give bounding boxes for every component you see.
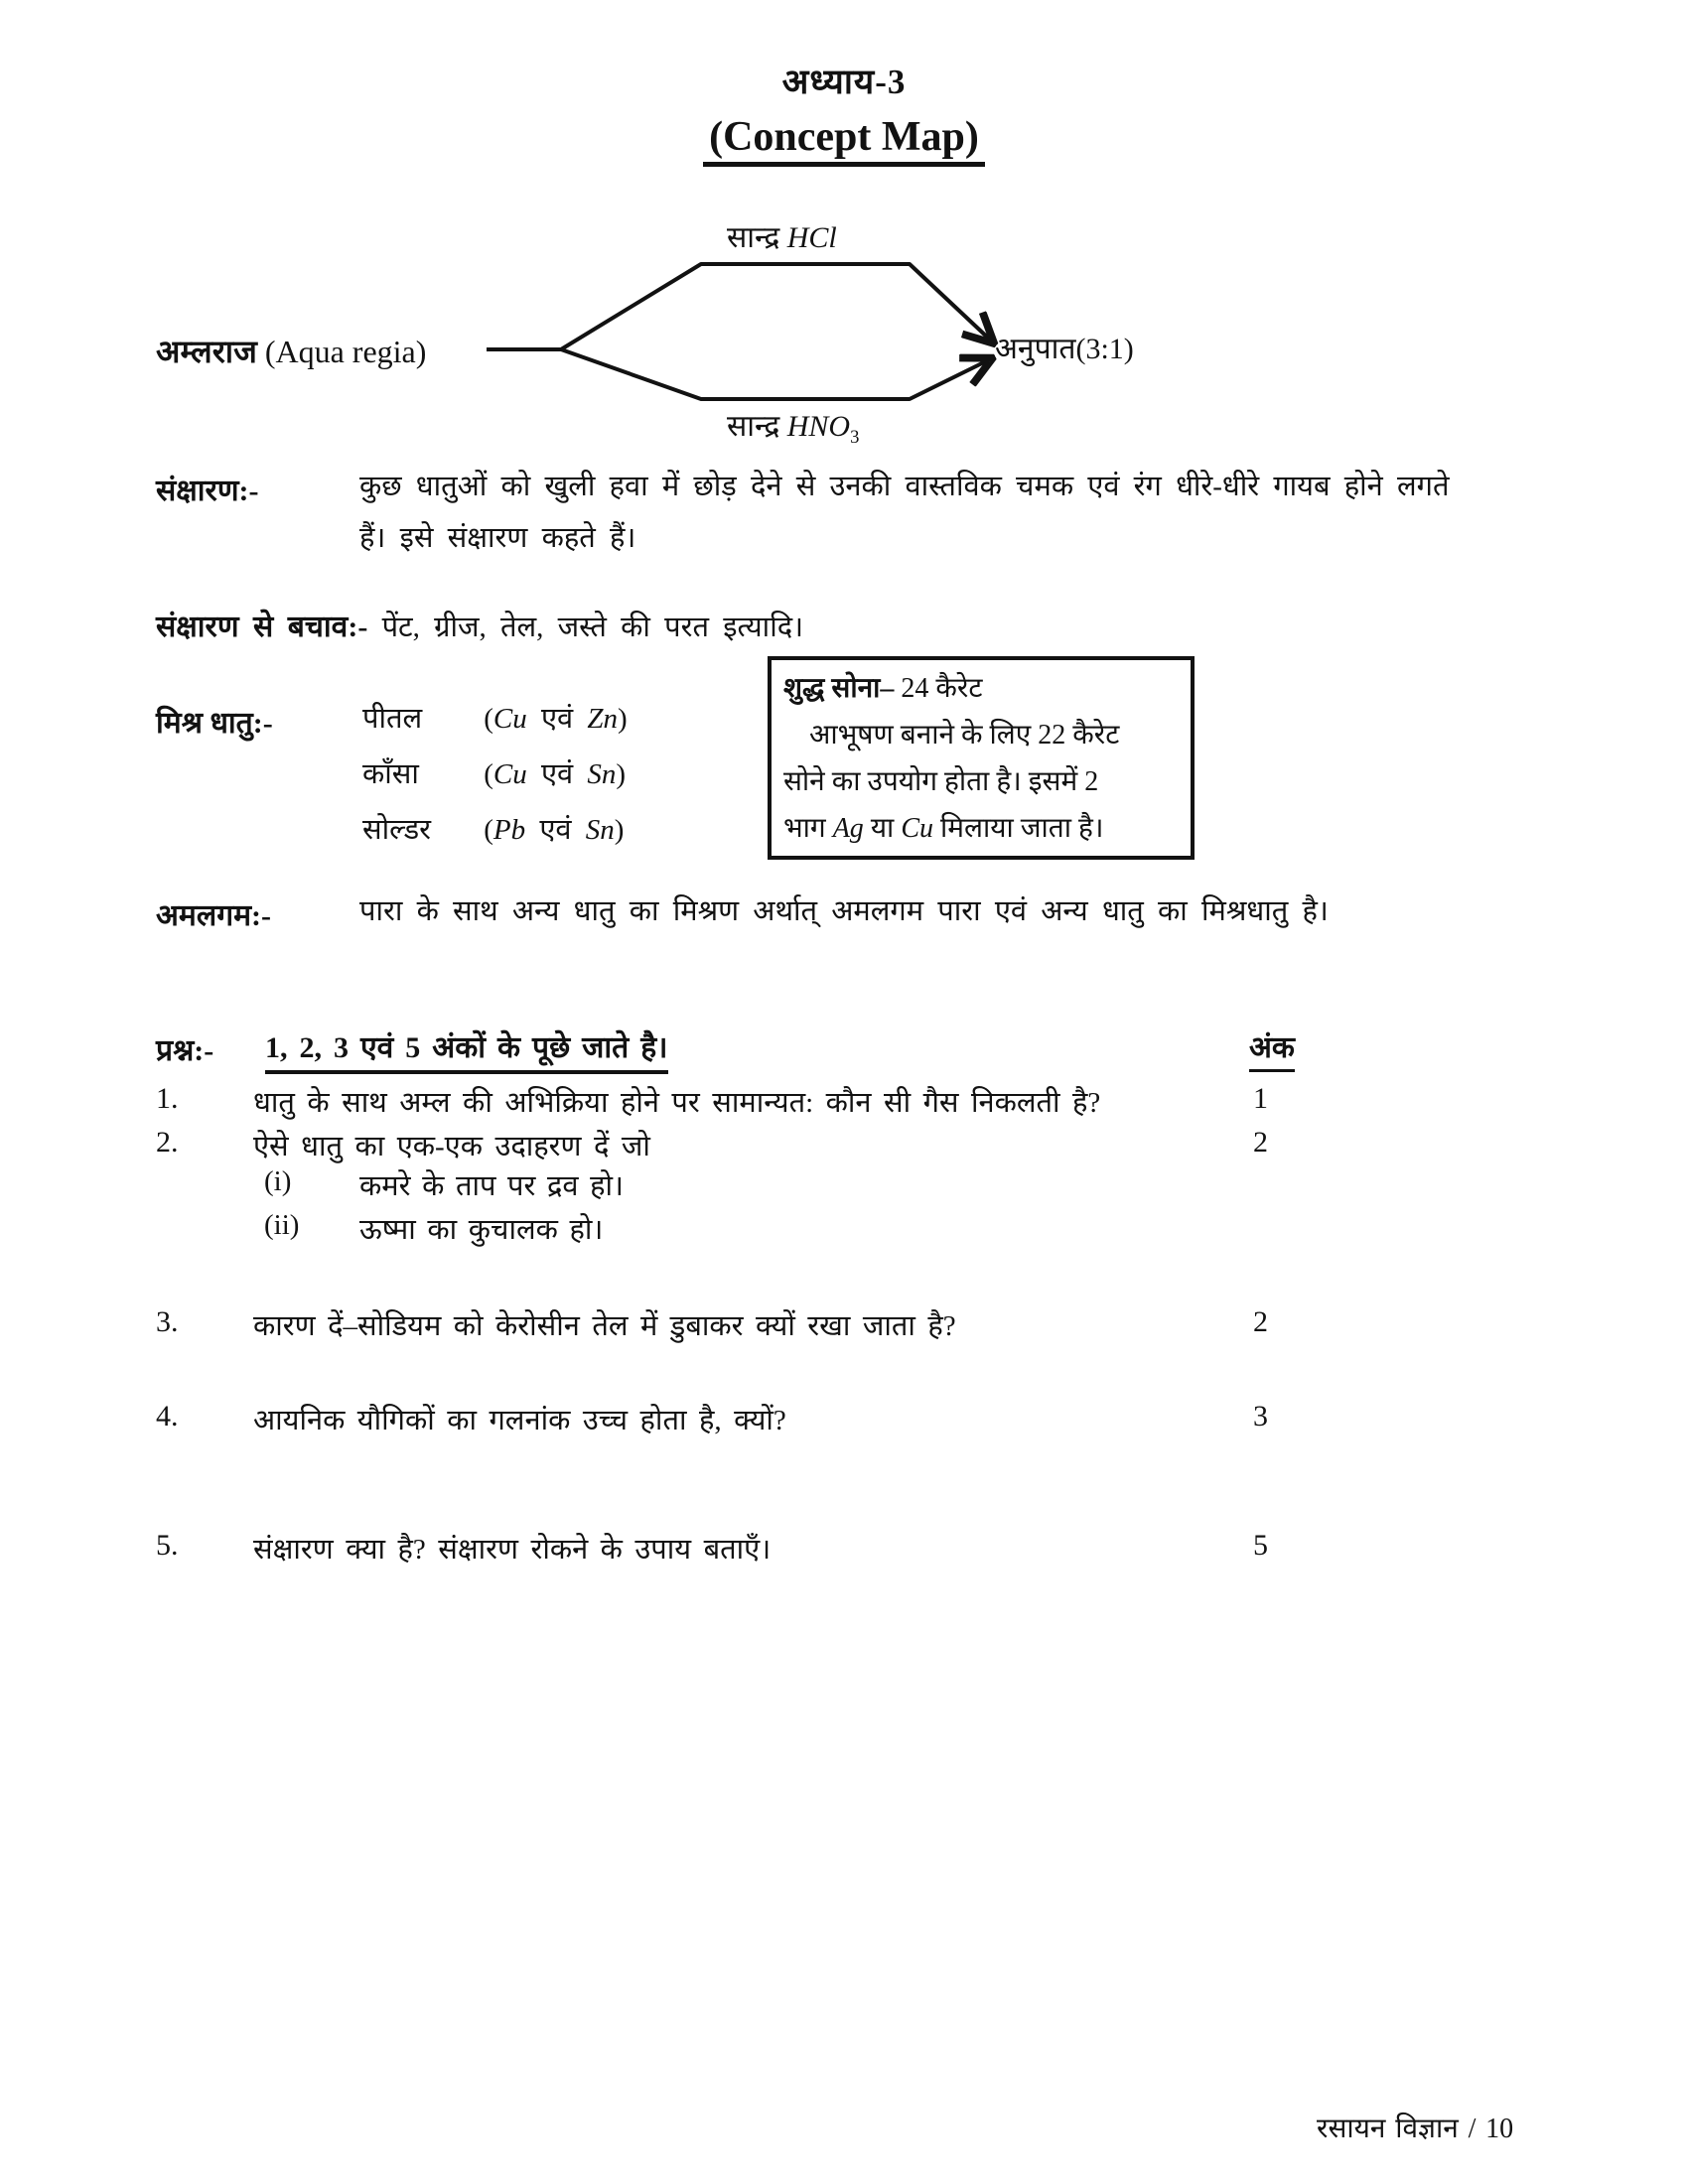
corrosion-line2: हैं। इसे संक्षारण कहते हैं। <box>359 522 636 554</box>
page-title <box>0 113 1688 161</box>
paren-open: ( <box>484 703 493 735</box>
sub-question-text: ऊष्मा का कुचालक हो। <box>359 1214 604 1246</box>
gold-line4-mid: या <box>870 813 895 844</box>
gold-box-line1 <box>783 665 1181 712</box>
alloy-metal-2: Sn <box>585 814 615 846</box>
pure-gold-carat: 24 कैरेट <box>901 673 983 704</box>
diagram-bottom-branch-arrow <box>561 349 990 399</box>
protection-text: पेंट, ग्रीज, तेल, जस्ते की परत इत्यादि। <box>381 612 804 643</box>
alloy-row-solder <box>362 810 624 850</box>
alloy-metal-2: Zn <box>587 703 618 735</box>
bottom-branch-formula-subscript: 3 <box>850 427 860 448</box>
paren-open: ( <box>484 814 493 846</box>
diagram-source-label <box>156 330 426 373</box>
chapter-title: अध्याय-3 <box>781 63 907 101</box>
alloy-conjunction: एवं <box>540 758 574 790</box>
questions-header-text: 1, 2, 3 एवं 5 अंकों के पूछे जाते है। <box>265 1025 668 1074</box>
marks-column-header: अंक <box>1249 1025 1295 1072</box>
silver-symbol: Ag <box>832 813 864 844</box>
aqua-regia-hindi: अम्लराज <box>156 334 257 369</box>
copper-symbol: Cu <box>901 813 933 844</box>
sub-question-text: कमरे के ताप पर द्रव हो। <box>359 1170 625 1202</box>
page-footer: रसायन विज्ञान / 10 <box>1317 2114 1514 2144</box>
question-text: कारण दें–सोडियम को केरोसीन तेल में डुबाकर क्यों रखा जाता है? <box>253 1310 956 1342</box>
amalgam-label: अमलगम:- <box>156 899 272 932</box>
corrosion-label: संक्षारण:- <box>156 475 259 507</box>
question-number: 4. <box>156 1400 179 1433</box>
alloy-metal-1: Pb <box>492 814 526 846</box>
alloy-conjunction: एवं <box>540 703 574 735</box>
gold-box-line2: आभूषण बनाने के लिए 22 कैरेट <box>809 720 1120 751</box>
question-number: 5. <box>156 1529 179 1562</box>
question-text: आयनिक यौगिकों का गलनांक उच्च होता है, क्यों? <box>253 1405 786 1436</box>
question-text: ऐसे धातु का एक-एक उदाहरण दें जो <box>253 1131 650 1162</box>
paren-close: ) <box>617 703 628 735</box>
sub-question-number: (i) <box>264 1165 292 1197</box>
pure-gold-note-box <box>768 656 1195 860</box>
amalgam-text: पारा के साथ अन्य धातु का मिश्रण अर्थात् अमलगम पारा एवं अन्य धातु का मिश्रधातु है। <box>359 895 1329 927</box>
question-marks: 1 <box>1253 1082 1268 1115</box>
question-text: धातु के साथ अम्ल की अभिक्रिया होने पर सामान्यत: कौन सी गैस निकलती है? <box>253 1087 1101 1119</box>
question-marks: 5 <box>1253 1529 1268 1562</box>
question-text: संक्षारण क्या है? संक्षारण रोकने के उपाय बताएँ। <box>253 1534 772 1566</box>
alloy-metal-2: Sn <box>587 758 617 790</box>
question-marks: 2 <box>1253 1126 1268 1159</box>
alloy-metal-1: Cu <box>492 703 527 735</box>
question-marks: 3 <box>1253 1400 1268 1433</box>
alloy-conjunction: एवं <box>539 814 572 846</box>
gold-box-line3: सोने का उपयोग होता है। इसमें 2 <box>783 766 1099 797</box>
alloy-name: सोल्डर <box>362 814 431 846</box>
protection-label: संक्षारण से बचाव:- <box>156 611 368 643</box>
questions-label: प्रश्न:- <box>156 1034 214 1067</box>
top-branch-formula: HCl <box>786 221 837 254</box>
pure-gold-label: शुद्ध सोना– <box>783 673 895 704</box>
question-marks: 2 <box>1253 1305 1268 1338</box>
diagram-top-branch-arrow <box>561 264 992 349</box>
top-branch-word: सान्द्र <box>727 221 780 254</box>
paren-open: ( <box>484 758 493 790</box>
bottom-branch-formula: HNO <box>786 410 851 443</box>
question-number: 2. <box>156 1126 179 1159</box>
aqua-regia-latin: (Aqua regia) <box>264 334 427 369</box>
gold-line4-post: मिलाया जाता है। <box>940 813 1104 844</box>
sub-question-number: (ii) <box>264 1209 300 1241</box>
alloy-metal-1: Cu <box>492 758 527 790</box>
diagram-result-label: अनुपात(3:1) <box>995 333 1134 365</box>
alloy-name: पीतल <box>362 703 423 735</box>
question-number: 3. <box>156 1305 179 1338</box>
alloy-row-brass <box>362 699 628 739</box>
paren-close: ) <box>614 814 625 846</box>
alloy-row-bronze <box>362 754 626 794</box>
gold-box-line4 <box>783 805 1181 852</box>
bottom-branch-word: सान्द्र <box>727 410 780 443</box>
question-number: 1. <box>156 1082 179 1115</box>
paren-close: ) <box>616 758 627 790</box>
diagram-bottom-branch-label <box>727 407 859 458</box>
corrosion-protection-line <box>156 608 803 647</box>
diagram-top-branch-label <box>727 218 837 258</box>
alloy-name: काँसा <box>362 758 419 790</box>
gold-line4-pre: भाग <box>783 813 826 844</box>
page-title-text: (Concept Map) <box>703 114 985 167</box>
alloy-label: मिश्र धातु:- <box>156 707 273 740</box>
corrosion-line1: कुछ धातुओं को खुली हवा में छोड़ देने से उनकी वास्तविक चमक एवं रंग धीरे-धीरे गायब होने लगते <box>359 471 1450 502</box>
